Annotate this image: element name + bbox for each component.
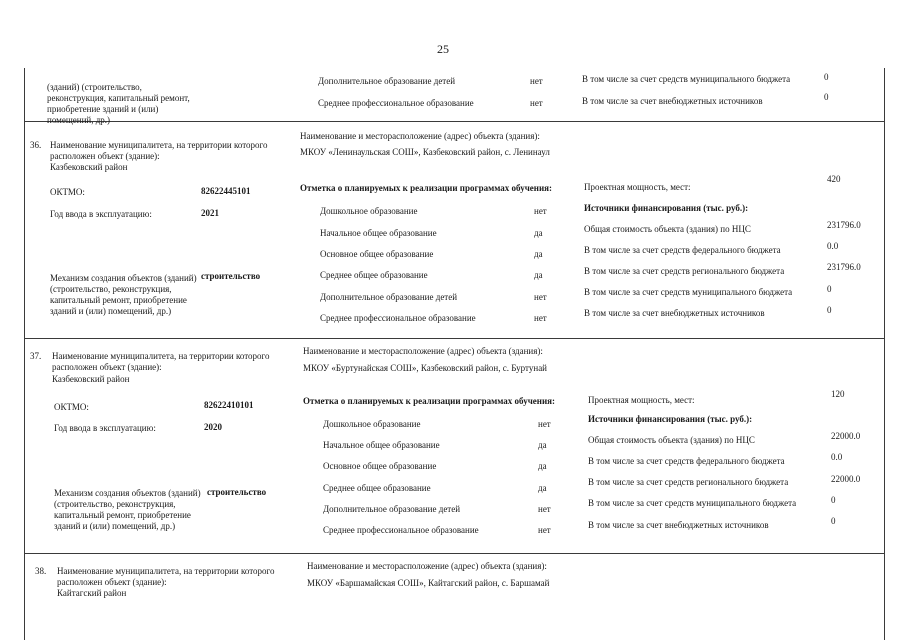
program-name: Начальное общее образование <box>323 440 440 450</box>
program-value: да <box>534 249 543 259</box>
oktmo-label: ОКТМО: <box>54 402 89 412</box>
financing-value: 0 <box>824 72 829 82</box>
program-name: Среднее профессиональное образование <box>323 525 479 535</box>
financing-value: 0.0 <box>827 241 839 251</box>
mechanism-value: строительство <box>201 271 261 281</box>
financing-value: 0 <box>827 284 832 294</box>
financing-value: 231796.0 <box>827 262 861 272</box>
program-value: да <box>534 270 543 280</box>
year-value: 2020 <box>204 422 222 432</box>
program-value: да <box>538 461 547 471</box>
financing-name: В том числе за счет внебюджетных источников <box>588 520 769 530</box>
object-value: МКОУ «Ленинаульская СОШ», Казбековский район, с. Ленинаул <box>300 147 550 157</box>
financing-value: 0 <box>827 305 832 315</box>
program-name: Дошкольное образование <box>320 206 418 216</box>
program-name: Дополнительное образование детей <box>323 504 461 514</box>
mechanism-tail-text: (зданий) (строительство, реконструкция, капитальный ремонт, приобретение зданий и (или) помещений, др.) <box>47 82 190 125</box>
program-value: да <box>538 483 547 493</box>
row-divider-36-37 <box>24 338 885 339</box>
program-name: Среднее профессиональное образование <box>318 98 474 108</box>
capacity-label: Проектная мощность, мест: <box>584 182 691 192</box>
financing-name: Общая стоимость объекта (здания) по НЦС <box>588 435 755 445</box>
year-value: 2021 <box>201 208 219 218</box>
program-value: нет <box>534 292 547 302</box>
municipality-value: Казбековский район <box>50 162 128 172</box>
financing-name: В том числе за счет внебюджетных источников <box>584 308 765 318</box>
oktmo-value: 82622445101 <box>201 186 251 196</box>
program-value: да <box>538 440 547 450</box>
program-name: Основное общее образование <box>323 461 437 471</box>
program-name: Дошкольное образование <box>323 419 421 429</box>
financing-name: В том числе за счет средств муниципального бюджета <box>588 498 797 508</box>
program-value: нет <box>538 525 551 535</box>
object-label: Наименование и месторасположение (адрес) объекта (здания): <box>307 561 547 571</box>
program-value: нет <box>538 504 551 514</box>
program-name: Дополнительное образование детей <box>320 292 458 302</box>
program-value: нет <box>538 419 551 429</box>
object-label: Наименование и месторасположение (адрес) объекта (здания): <box>300 131 540 141</box>
program-name: Среднее профессиональное образование <box>320 313 476 323</box>
financing-name: В том числе за счет внебюджетных источников <box>582 96 763 106</box>
capacity-value: 420 <box>827 174 841 184</box>
mechanism-label: Механизм создания объектов (зданий) (строительство, реконструкция, капитальный ремонт, приобретение зданий и (или) помещений, др.) <box>54 488 201 531</box>
financing-name: В том числе за счет средств муниципального бюджета <box>582 74 791 84</box>
entry-number: 36. <box>30 140 42 150</box>
program-value: да <box>534 228 543 238</box>
municipality-value: Казбековский район <box>52 374 130 384</box>
financing-name: В том числе за счет средств федерального бюджета <box>588 456 785 466</box>
municipality-label: Наименование муниципалитета, на территории которого расположен объект (здание): <box>52 351 270 372</box>
row-divider-37-38 <box>24 553 885 554</box>
year-label: Год ввода в эксплуатацию: <box>50 209 152 219</box>
programs-header: Отметка о планируемых к реализации программах обучения: <box>303 396 556 406</box>
financing-header: Источники финансирования (тыс. руб.): <box>584 203 749 213</box>
capacity-label: Проектная мощность, мест: <box>588 395 695 405</box>
financing-value: 0 <box>831 495 836 505</box>
table-left-border <box>24 68 25 640</box>
entry-number: 38. <box>35 566 47 576</box>
program-value: нет <box>534 313 547 323</box>
oktmo-label: ОКТМО: <box>50 187 85 197</box>
object-label: Наименование и месторасположение (адрес) объекта (здания): <box>303 346 543 356</box>
program-value: нет <box>530 76 543 86</box>
program-name: Дополнительное образование детей <box>318 76 456 86</box>
mechanism-label: Механизм создания объектов (зданий) (строительство, реконструкция, капитальный ремонт, приобретение зданий и (или) помещений, др.) <box>50 273 197 316</box>
object-value: МКОУ «Баршамайская СОШ», Кайтагский район, с. Баршамай <box>307 578 550 588</box>
municipality-label: Наименование муниципалитета, на территории которого расположен объект (здание): <box>57 566 275 587</box>
table-right-border <box>884 68 885 640</box>
oktmo-value: 82622410101 <box>204 400 254 410</box>
capacity-value: 120 <box>831 389 845 399</box>
program-name: Основное общее образование <box>320 249 434 259</box>
financing-value: 22000.0 <box>831 474 861 484</box>
program-name: Среднее общее образование <box>320 270 428 280</box>
financing-value: 22000.0 <box>831 431 861 441</box>
financing-name: В том числе за счет средств муниципального бюджета <box>584 287 793 297</box>
financing-value: 0 <box>824 92 829 102</box>
financing-value: 231796.0 <box>827 220 861 230</box>
program-name: Начальное общее образование <box>320 228 437 238</box>
program-value: нет <box>534 206 547 216</box>
financing-header: Источники финансирования (тыс. руб.): <box>588 414 753 424</box>
page-number: 25 <box>437 42 449 56</box>
programs-header: Отметка о планируемых к реализации программах обучения: <box>300 183 553 193</box>
program-name: Среднее общее образование <box>323 483 431 493</box>
municipality-value: Кайтагский район <box>57 588 127 598</box>
municipality-label: Наименование муниципалитета, на территории которого расположен объект (здание): <box>50 140 268 161</box>
financing-name: В том числе за счет средств регионального бюджета <box>584 266 785 276</box>
financing-name: Общая стоимость объекта (здания) по НЦС <box>584 224 751 234</box>
mechanism-value: строительство <box>207 487 267 497</box>
object-value: МКОУ «Буртунайская СОШ», Казбековский район, с. Буртунай <box>303 363 548 373</box>
financing-name: В том числе за счет средств федерального бюджета <box>584 245 781 255</box>
entry-number: 37. <box>30 351 42 361</box>
financing-value: 0.0 <box>831 452 843 462</box>
program-value: нет <box>530 98 543 108</box>
financing-name: В том числе за счет средств регионального бюджета <box>588 477 789 487</box>
year-label: Год ввода в эксплуатацию: <box>54 423 156 433</box>
financing-value: 0 <box>831 516 836 526</box>
